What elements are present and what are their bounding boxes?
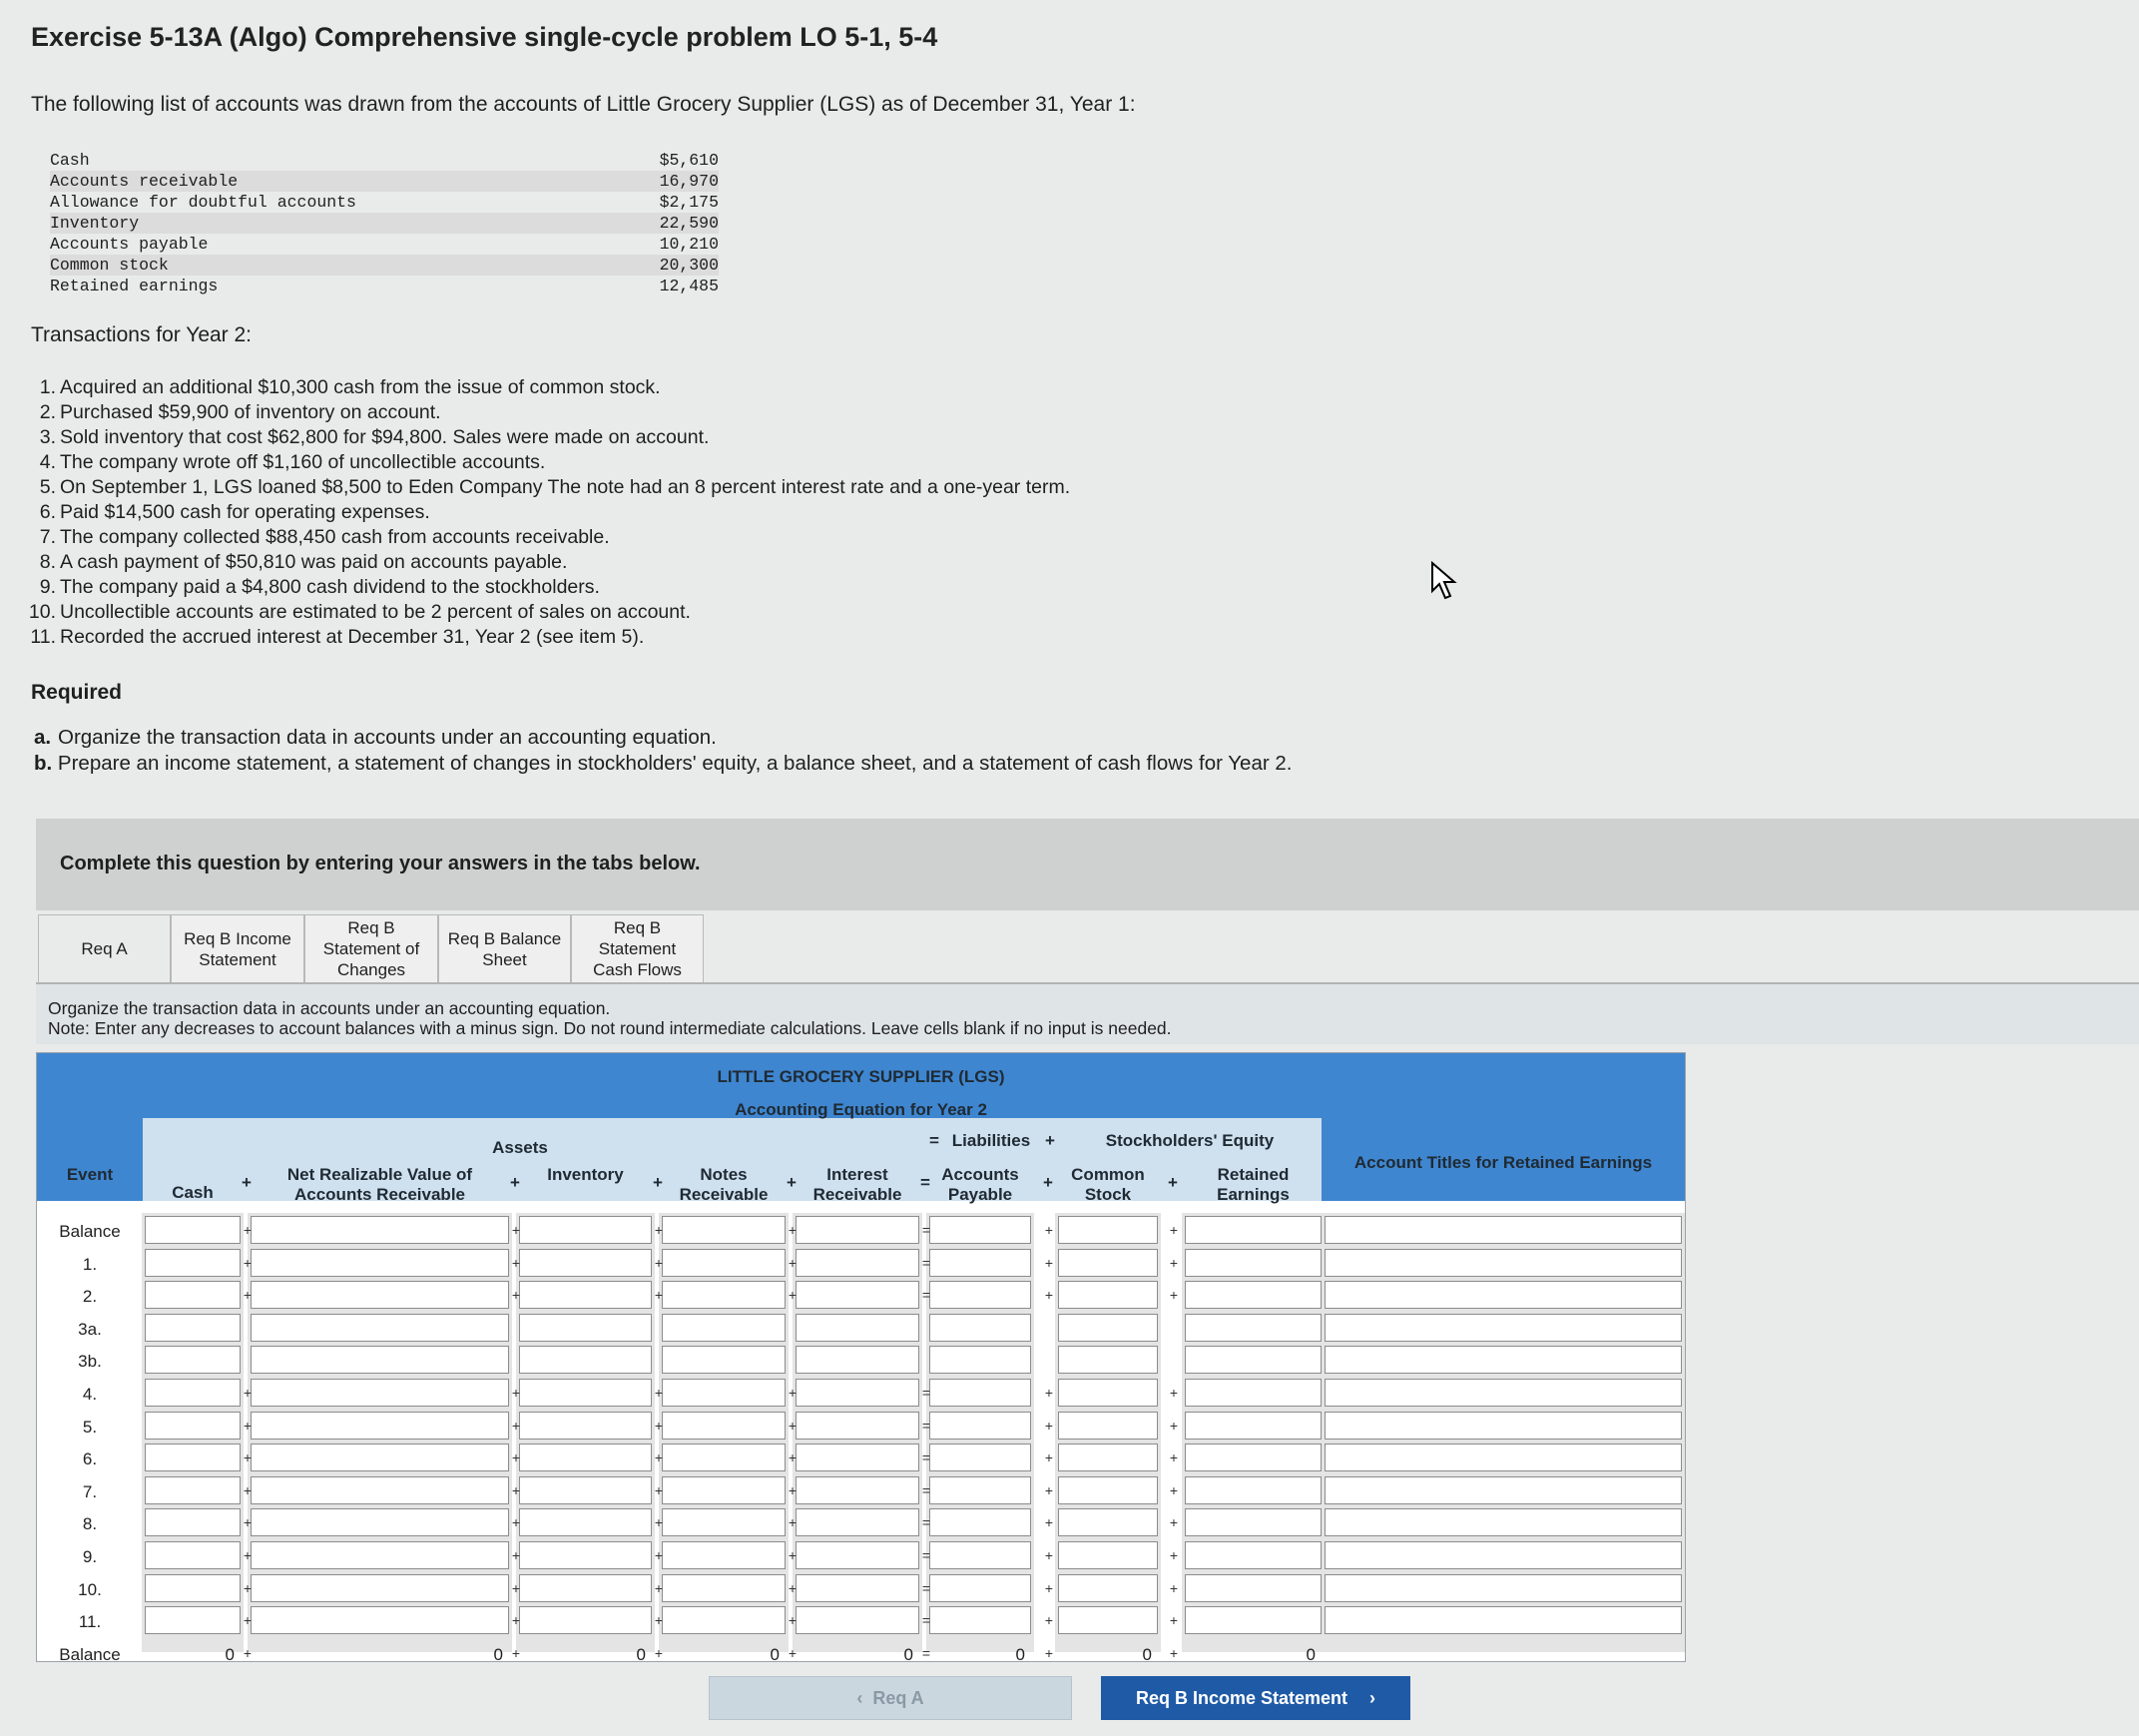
event-label: 1. [82, 1254, 98, 1274]
amount-input[interactable] [1058, 1508, 1158, 1536]
amount-input[interactable] [145, 1314, 241, 1342]
amount-input[interactable] [796, 1281, 919, 1309]
account-title-input[interactable] [1325, 1606, 1682, 1634]
row-operator: + [1169, 1287, 1179, 1304]
list-item: a. Organize the transaction data in accounts under an accounting equation. [34, 726, 717, 749]
amount-input[interactable] [145, 1281, 241, 1309]
row-operator: + [1169, 1644, 1179, 1661]
total-value: 0 [1306, 1644, 1316, 1662]
row-operator: + [654, 1514, 664, 1531]
column-header: Notes Receivable [679, 1165, 769, 1204]
row-operator: + [788, 1287, 798, 1304]
list-item: 10. Uncollectible accounts are estimated to be 2 percent of sales on account. [28, 601, 691, 623]
event-label: 10. [78, 1579, 102, 1599]
row-operator: + [243, 1385, 253, 1401]
column-header: Cash [172, 1183, 214, 1202]
amount-input[interactable] [796, 1444, 919, 1471]
account-list [50, 150, 719, 296]
amount-input[interactable] [662, 1379, 786, 1407]
row-operator: + [511, 1385, 521, 1401]
amount-input[interactable] [251, 1281, 509, 1309]
amount-input[interactable] [251, 1476, 509, 1504]
amount-input[interactable] [251, 1444, 509, 1471]
prev-button[interactable]: ‹ Req A [709, 1676, 1072, 1720]
row-operator: + [511, 1222, 521, 1238]
instructions-banner: Complete this question by entering your answers in the tabs below. [36, 819, 2139, 910]
account-row: Cash $5,610 [50, 151, 719, 170]
amount-input[interactable] [1185, 1606, 1322, 1634]
row-operator: + [1044, 1254, 1054, 1271]
row-operator: + [243, 1547, 253, 1563]
row-operator: + [654, 1222, 664, 1238]
list-item: b. Prepare an income statement, a statement of changes in stockholders' equity, a balance sheet, and a statement of cash flows for Year 2. [34, 752, 1293, 775]
row-operator: + [511, 1254, 521, 1271]
column-header: Interest Receivable [812, 1165, 902, 1204]
row-operator: + [788, 1254, 798, 1271]
header-operator: + [1168, 1173, 1178, 1192]
account-title-input[interactable] [1325, 1249, 1682, 1277]
row-operator: + [243, 1612, 253, 1629]
row-operator: + [511, 1547, 521, 1563]
page-title: Exercise 5-13A (Algo) Comprehensive single-cycle problem LO 5-1, 5-4 [31, 22, 938, 52]
amount-input[interactable] [1058, 1314, 1158, 1342]
account-title-input[interactable] [1325, 1314, 1682, 1342]
amount-input[interactable] [796, 1574, 919, 1602]
amount-input[interactable] [1185, 1412, 1322, 1440]
amount-input[interactable] [251, 1508, 509, 1536]
amount-input[interactable] [519, 1281, 652, 1309]
row-operator: + [654, 1579, 664, 1596]
amount-input[interactable] [519, 1249, 652, 1277]
row-operator: + [1169, 1385, 1179, 1401]
account-titles-header: Account Titles for Retained Earnings [1353, 1153, 1653, 1172]
amount-input[interactable] [929, 1476, 1031, 1504]
row-operator: + [788, 1222, 798, 1238]
amount-input[interactable] [145, 1508, 241, 1536]
required-heading: Required [31, 681, 123, 704]
row-operator: = [921, 1547, 931, 1563]
row-operator: + [1044, 1417, 1054, 1434]
event-label: Balance [59, 1644, 121, 1662]
amount-input[interactable] [251, 1606, 509, 1634]
event-label: 11. [78, 1612, 102, 1632]
amount-input[interactable] [929, 1444, 1031, 1471]
row-operator: + [511, 1449, 521, 1466]
amount-input[interactable] [662, 1444, 786, 1471]
event-label: 4. [82, 1385, 98, 1404]
account-title-input[interactable] [1325, 1346, 1682, 1374]
tab-req-a[interactable]: Req A [38, 914, 171, 982]
header-operator: + [787, 1173, 797, 1192]
row-operator: + [1044, 1612, 1054, 1629]
amount-input[interactable] [796, 1314, 919, 1342]
amount-input[interactable] [662, 1574, 786, 1602]
list-item: 9. The company paid a $4,800 cash dividend to the stockholders. [39, 576, 600, 598]
amount-input[interactable] [251, 1249, 509, 1277]
amount-input[interactable] [662, 1346, 786, 1374]
amount-input[interactable] [145, 1574, 241, 1602]
account-title-input[interactable] [1325, 1216, 1682, 1244]
row-operator: + [1169, 1222, 1179, 1238]
account-row: Common stock 20,300 [50, 256, 719, 275]
amount-input[interactable] [662, 1541, 786, 1569]
amount-input[interactable] [251, 1412, 509, 1440]
amount-input[interactable] [929, 1216, 1031, 1244]
row-operator: + [511, 1612, 521, 1629]
amount-input[interactable] [929, 1314, 1031, 1342]
event-label: 3a. [78, 1319, 102, 1339]
row-operator: + [1169, 1417, 1179, 1434]
row-operator: + [654, 1385, 664, 1401]
row-operator: + [788, 1579, 798, 1596]
amount-input[interactable] [1185, 1346, 1322, 1374]
row-operator: + [511, 1644, 521, 1661]
row-operator: + [1169, 1547, 1179, 1563]
amount-input[interactable] [796, 1379, 919, 1407]
row-operator: + [788, 1644, 798, 1661]
amount-input[interactable] [1185, 1574, 1322, 1602]
row-operator: + [654, 1644, 664, 1661]
amount-input[interactable] [1058, 1346, 1158, 1374]
amount-input[interactable] [929, 1541, 1031, 1569]
total-value: 0 [636, 1644, 646, 1662]
row-operator: + [1169, 1612, 1179, 1629]
total-value: 0 [225, 1644, 235, 1662]
column-header: Inventory [547, 1165, 624, 1184]
row-operator: + [654, 1254, 664, 1271]
amount-input[interactable] [1185, 1249, 1322, 1277]
amount-input[interactable] [929, 1412, 1031, 1440]
amount-input[interactable] [251, 1346, 509, 1374]
equity-header: Stockholders' Equity [1105, 1131, 1275, 1150]
amount-input[interactable] [145, 1606, 241, 1634]
amount-input[interactable] [1058, 1216, 1158, 1244]
row-operator: = [921, 1514, 931, 1531]
row-operator: = [921, 1449, 931, 1466]
row-operator: + [243, 1579, 253, 1596]
amount-input[interactable] [1058, 1379, 1158, 1407]
total-value: 0 [1142, 1644, 1152, 1662]
row-operator: + [1044, 1579, 1054, 1596]
amount-input[interactable] [519, 1444, 652, 1471]
account-title-input[interactable] [1325, 1541, 1682, 1569]
amount-input[interactable] [145, 1249, 241, 1277]
amount-input[interactable] [662, 1508, 786, 1536]
row-operator: + [788, 1481, 798, 1498]
row-operator: + [243, 1449, 253, 1466]
account-title-input[interactable] [1325, 1379, 1682, 1407]
amount-input[interactable] [1058, 1574, 1158, 1602]
row-operator: + [243, 1417, 253, 1434]
amount-input[interactable] [796, 1412, 919, 1440]
row-operator: + [1044, 1222, 1054, 1238]
tab-bar [38, 914, 704, 982]
required-list [34, 725, 1332, 777]
column-header: Common Stock [1071, 1165, 1145, 1204]
event-label: 7. [82, 1481, 98, 1501]
amount-input[interactable] [1185, 1216, 1322, 1244]
accounting-equation-table [36, 1052, 1686, 1662]
row-operator: + [654, 1481, 664, 1498]
liabilities-header: Liabilities [951, 1131, 1031, 1150]
amount-input[interactable] [145, 1412, 241, 1440]
intro-text: The following list of accounts was drawn from the accounts of Little Grocery Supplier (LGS) as of December 31, Year 1: [31, 93, 1136, 116]
row-operator: + [243, 1644, 253, 1661]
list-item: 1. Acquired an additional $10,300 cash from the issue of common stock. [39, 376, 661, 398]
instruction-text: Organize the transaction data in accounts under an accounting equation. [48, 998, 611, 1018]
amount-input[interactable] [1185, 1476, 1322, 1504]
event-label: 2. [82, 1287, 98, 1307]
total-value: 0 [770, 1644, 780, 1662]
account-row: Retained earnings 12,485 [50, 277, 719, 295]
row-operator: = [921, 1254, 931, 1271]
amount-input[interactable] [251, 1314, 509, 1342]
row-operator: + [1044, 1449, 1054, 1466]
amount-input[interactable] [1185, 1314, 1322, 1342]
amount-input[interactable] [929, 1379, 1031, 1407]
row-operator: + [1044, 1385, 1054, 1401]
row-operator: + [511, 1417, 521, 1434]
amount-input[interactable] [145, 1476, 241, 1504]
amount-input[interactable] [796, 1249, 919, 1277]
account-title-input[interactable] [1325, 1281, 1682, 1309]
event-label: 8. [82, 1514, 98, 1534]
event-label: 3b. [78, 1352, 102, 1372]
list-item: 11. Recorded the accrued interest at December 31, Year 2 (see item 5). [30, 626, 645, 648]
event-label: 5. [82, 1417, 98, 1437]
row-operator: + [1169, 1481, 1179, 1498]
event-label: 9. [82, 1547, 98, 1566]
row-operator: + [1169, 1579, 1179, 1596]
amount-input[interactable] [145, 1346, 241, 1374]
amount-input[interactable] [1185, 1379, 1322, 1407]
tab-req-b-statement-cash-flows[interactable]: Req B Statement Cash Flows [571, 914, 704, 982]
mouse-cursor-icon [1429, 561, 1465, 605]
amount-input[interactable] [519, 1508, 652, 1536]
row-operator: = [921, 1222, 931, 1238]
header-operator: + [510, 1173, 520, 1192]
amount-input[interactable] [796, 1216, 919, 1244]
row-operator: + [243, 1254, 253, 1271]
amount-input[interactable] [1058, 1249, 1158, 1277]
note-text: Note: Enter any decreases to account balances with a minus sign. Do not round intermediate calculations. Leave cells blank if no input is needed. [48, 1018, 1172, 1038]
amount-input[interactable] [1185, 1281, 1322, 1309]
amount-input[interactable] [519, 1379, 652, 1407]
row-operator: + [1169, 1514, 1179, 1531]
amount-input[interactable] [929, 1574, 1031, 1602]
event-header: Event [66, 1165, 114, 1184]
table-subtitle: Accounting Equation for Year 2 [735, 1100, 987, 1119]
account-row: Accounts receivable 16,970 [50, 172, 719, 191]
row-operator: + [654, 1547, 664, 1563]
row-operator: + [511, 1481, 521, 1498]
amount-input[interactable] [929, 1346, 1031, 1374]
transactions-heading: Transactions for Year 2: [31, 323, 253, 346]
account-title-input[interactable] [1325, 1444, 1682, 1471]
row-operator: + [788, 1612, 798, 1629]
amount-input[interactable] [662, 1314, 786, 1342]
amount-input[interactable] [796, 1346, 919, 1374]
header-operator: = [920, 1173, 930, 1192]
amount-input[interactable] [519, 1606, 652, 1634]
total-value: 0 [903, 1644, 913, 1662]
list-item: 4. The company wrote off $1,160 of uncollectible accounts. [39, 451, 546, 473]
amount-input[interactable] [251, 1574, 509, 1602]
row-operator: + [243, 1222, 253, 1238]
amount-input[interactable] [519, 1346, 652, 1374]
column-header: Net Realizable Value of Accounts Receivable [286, 1165, 473, 1204]
amount-input[interactable] [796, 1476, 919, 1504]
equals-sign: = [929, 1131, 939, 1150]
amount-input[interactable] [519, 1574, 652, 1602]
event-header-bar [37, 1118, 143, 1201]
list-item: 8. A cash payment of $50,810 was paid on accounts payable. [39, 551, 568, 573]
column-header: Accounts Payable [941, 1165, 1019, 1204]
account-title-input[interactable] [1325, 1412, 1682, 1440]
amount-input[interactable] [1185, 1508, 1322, 1536]
row-operator: + [1044, 1481, 1054, 1498]
amount-input[interactable] [519, 1216, 652, 1244]
amount-input[interactable] [1058, 1444, 1158, 1471]
amount-input[interactable] [662, 1249, 786, 1277]
amount-input[interactable] [929, 1508, 1031, 1536]
total-value: 0 [493, 1644, 503, 1662]
row-operator: + [1169, 1449, 1179, 1466]
amount-input[interactable] [145, 1444, 241, 1471]
total-value: 0 [1015, 1644, 1025, 1662]
amount-input[interactable] [519, 1412, 652, 1440]
amount-input[interactable] [1185, 1541, 1322, 1569]
amount-input[interactable] [929, 1606, 1031, 1634]
row-operator: + [1044, 1287, 1054, 1304]
header-operator: + [653, 1173, 663, 1192]
list-item: 7. The company collected $88,450 cash from accounts receivable. [39, 526, 610, 548]
row-operator: + [654, 1287, 664, 1304]
account-row: Accounts payable 10,210 [50, 235, 719, 254]
row-operator: + [654, 1449, 664, 1466]
amount-input[interactable] [251, 1216, 509, 1244]
amount-input[interactable] [145, 1379, 241, 1407]
row-operator: = [921, 1481, 931, 1498]
tab-req-b-balance-sheet[interactable]: Req B Balance Sheet [438, 914, 571, 982]
row-operator: + [511, 1287, 521, 1304]
list-item: 3. Sold inventory that cost $62,800 for $94,800. Sales were made on account. [39, 426, 710, 448]
row-operator: + [1169, 1254, 1179, 1271]
row-operator: = [921, 1579, 931, 1596]
row-operator: + [788, 1514, 798, 1531]
column-header: Retained Earnings [1217, 1165, 1290, 1204]
header-operator: + [1043, 1173, 1053, 1192]
row-operator: + [243, 1287, 253, 1304]
plus-sign: + [1045, 1131, 1055, 1150]
row-operator: + [1044, 1547, 1054, 1563]
amount-input[interactable] [662, 1606, 786, 1634]
amount-input[interactable] [1058, 1281, 1158, 1309]
amount-input[interactable] [929, 1281, 1031, 1309]
amount-input[interactable] [1185, 1444, 1322, 1471]
list-item: 2. Purchased $59,900 of inventory on account. [39, 401, 441, 423]
row-operator: = [921, 1287, 931, 1304]
amount-input[interactable] [145, 1216, 241, 1244]
account-title-input[interactable] [1325, 1476, 1682, 1504]
amount-input[interactable] [251, 1379, 509, 1407]
row-operator: = [921, 1612, 931, 1629]
row-operator: + [654, 1417, 664, 1434]
row-operator: + [511, 1514, 521, 1531]
amount-input[interactable] [796, 1508, 919, 1536]
row-operator: + [511, 1579, 521, 1596]
amount-input[interactable] [929, 1249, 1031, 1277]
tab-req-b-income-statement[interactable]: Req B Income Statement [171, 914, 304, 982]
row-operator: + [654, 1612, 664, 1629]
row-operator: + [1044, 1644, 1054, 1661]
tab-req-b-statement-of-changes[interactable]: Req B Statement of Changes [304, 914, 438, 982]
instruction-panel [36, 984, 2139, 1044]
row-operator: = [921, 1644, 931, 1661]
event-label: Balance [59, 1222, 121, 1241]
list-item: 5. On September 1, LGS loaned $8,500 to Eden Company The note had an 8 percent interest rate and a one-year term. [39, 476, 1071, 498]
row-operator: + [1044, 1514, 1054, 1531]
amount-input[interactable] [796, 1606, 919, 1634]
amount-input[interactable] [662, 1412, 786, 1440]
account-row: Inventory 22,590 [50, 214, 719, 233]
account-title-input[interactable] [1325, 1508, 1682, 1536]
account-row: Allowance for doubtful accounts $2,175 [50, 193, 719, 212]
amount-input[interactable] [1058, 1606, 1158, 1634]
amount-input[interactable] [662, 1281, 786, 1309]
amount-input[interactable] [796, 1541, 919, 1569]
amount-input[interactable] [1058, 1476, 1158, 1504]
next-button[interactable]: Req B Income Statement › [1101, 1676, 1410, 1720]
row-operator: + [243, 1481, 253, 1498]
amount-input[interactable] [1058, 1412, 1158, 1440]
amount-input[interactable] [519, 1541, 652, 1569]
company-name: LITTLE GROCERY SUPPLIER (LGS) [717, 1067, 1005, 1086]
amount-input[interactable] [662, 1216, 786, 1244]
row-operator: + [243, 1514, 253, 1531]
amount-input[interactable] [519, 1476, 652, 1504]
row-operator: + [788, 1385, 798, 1401]
row-operator: = [921, 1385, 931, 1401]
amount-input[interactable] [662, 1476, 786, 1504]
list-item: 6. Paid $14,500 cash for operating expenses. [39, 501, 430, 523]
row-operator: = [921, 1417, 931, 1434]
amount-input[interactable] [519, 1314, 652, 1342]
amount-input[interactable] [1058, 1541, 1158, 1569]
transaction-list [26, 375, 1070, 650]
row-operator: + [788, 1417, 798, 1434]
row-operator: + [788, 1547, 798, 1563]
assets-header: Assets [492, 1138, 548, 1157]
row-operator: + [788, 1449, 798, 1466]
header-operator: + [242, 1173, 252, 1192]
amount-input[interactable] [145, 1541, 241, 1569]
amount-input[interactable] [251, 1541, 509, 1569]
account-title-input[interactable] [1325, 1574, 1682, 1602]
event-label: 6. [82, 1449, 98, 1469]
